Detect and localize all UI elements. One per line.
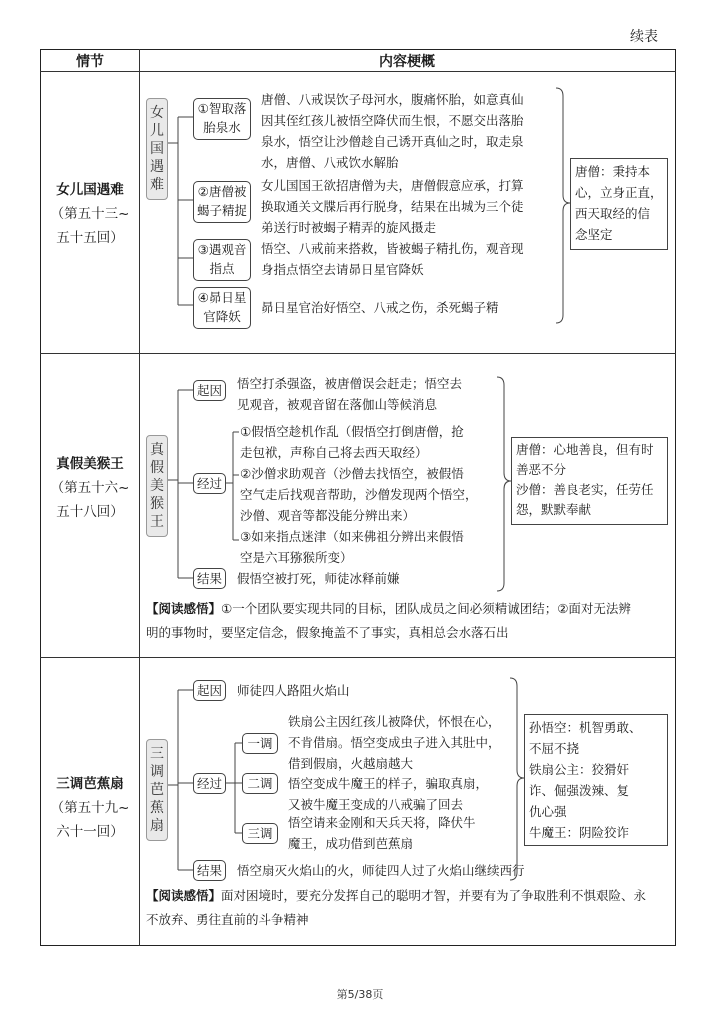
- process-text: ①假悟空趁机作乱（假悟空打倒唐僧，抢 走包袱，声称自己将去西天取经） ②沙僧求助观音（沙僧去找悟空，被假悟 空气走后找观音帮助，沙僧发现两个悟空， 沙僧、观音等都没能分辨出来） ③如来指点迷津（如来佛祖分辨出来假悟 空是六耳猕猴所变）: [240, 424, 478, 565]
- page-number: 第5/38页: [336, 988, 384, 1001]
- label-char: 扇: [150, 818, 164, 834]
- cause-text: 师徒四人路阻火焰山: [237, 683, 350, 698]
- result-text: 假悟空被打死，师徒冰释前嫌: [237, 571, 400, 586]
- insight-text: 面对困境时，要充分发挥自己的聪明才智，并要有为了争取胜利不惧艰险、永 不放弃、勇往直前的斗争精神: [146, 888, 647, 927]
- label-char: 调: [150, 764, 164, 780]
- label-char: 难: [150, 177, 164, 193]
- insight-label: 【阅读感悟】: [146, 601, 222, 616]
- character-summary: 唐僧：心地善良，但有时 善恶不分 沙僧：善良老实，任劳任 怨，默默奉献: [511, 437, 668, 525]
- label-char: 美: [150, 478, 164, 494]
- event-node: ①智取落 胎泉水: [193, 98, 251, 140]
- character-summary: 孙悟空：机智勇敢、 不屈不挠 铁扇公主：狡猾奸 诈、倔强泼辣、复 仇心强 牛魔王：阴险狡诈: [524, 714, 668, 846]
- label-char: 真: [150, 442, 164, 458]
- episode-title: 女儿国遇难: [56, 182, 124, 198]
- event-node: ②唐僧被 蝎子精捉: [193, 181, 251, 223]
- try-node: 三调: [242, 823, 278, 844]
- episode-title: 三调芭蕉扇: [56, 776, 124, 792]
- event-node: ④昴日星 官降妖: [193, 287, 251, 329]
- episode-1: [41, 178, 139, 250]
- event-text: 唐僧、八戒误饮子母河水，腹痛怀胎，如意真仙 因其侄红孩儿被悟空降伏而生恨，不愿交出落胎 泉水，悟空让沙僧趁自己诱开真仙之时，取走泉 水，唐僧、八戒饮水解胎: [261, 92, 524, 170]
- try-node: 二调: [242, 773, 278, 794]
- label-char: 儿: [150, 123, 164, 139]
- event-text: 悟空、八戒前来搭救，皆被蝎子精扎伤，观音现 身指点悟空去请昴日星官降妖: [261, 241, 524, 277]
- cause-node: 起因: [193, 380, 226, 401]
- reading-insight: [146, 597, 674, 645]
- process-node: 经过: [193, 773, 226, 794]
- vertical-label-box: [146, 739, 168, 841]
- episode-title: 真假美猴王: [56, 456, 124, 472]
- episode-chapters: （第五十九~ 六十一回）: [50, 800, 130, 840]
- header-summary: 内容梗概: [379, 54, 435, 70]
- header-episode: 情节: [76, 54, 104, 70]
- label-char: 三: [150, 746, 164, 762]
- episode-3: [41, 772, 139, 844]
- episode-2: [41, 452, 139, 524]
- label-char: 王: [150, 514, 164, 530]
- vertical-label-box: [146, 435, 168, 537]
- episode-chapters: （第五十六~ 五十八回）: [50, 480, 130, 520]
- continued-label: 续表: [630, 29, 658, 45]
- cause-node: 起因: [193, 680, 226, 701]
- try-text: 铁扇公主因红孩儿被降伏，怀恨在心， 不肯借扇。悟空变成虫子进入其肚中， 借到假扇，火越扇越大: [288, 714, 501, 771]
- event-text: 女儿国国王欲招唐僧为夫，唐僧假意应承，打算 换取通关文牒后再行脱身，结果在出城为三个徒 弟送行时被蝎子精弄的旋风摄走: [261, 178, 524, 235]
- label-char: 猴: [150, 496, 164, 512]
- try-node: 一调: [242, 733, 278, 754]
- result-text: 悟空扇灭火焰山的火，师徒四人过了火焰山继续西行: [237, 863, 525, 878]
- reading-insight: [146, 884, 674, 932]
- label-char: 遇: [150, 159, 164, 175]
- insight-text: ①一个团队要实现共同的目标，团队成员之间必须精诚团结；②面对无法辨 明的事物时，要坚定信念，假象掩盖不了事实，真相总会水落石出: [146, 601, 631, 640]
- try-text: 悟空变成牛魔王的样子，骗取真扇， 又被牛魔王变成的八戒骗了回去: [288, 776, 489, 812]
- label-char: 蕉: [150, 800, 164, 816]
- cause-text: 悟空打杀强盗，被唐僧误会赶走；悟空去 见观音，被观音留在落伽山等候消息: [237, 376, 463, 412]
- result-node: 结果: [193, 860, 226, 881]
- process-node: 经过: [193, 473, 226, 494]
- result-node: 结果: [193, 568, 226, 589]
- vertical-label-box: [146, 98, 168, 200]
- try-text: 悟空请来金刚和天兵天将，降伏牛 魔王，成功借到芭蕉扇: [288, 815, 476, 851]
- episode-chapters: （第五十三~ 五十五回）: [50, 206, 130, 246]
- label-char: 假: [150, 460, 164, 476]
- insight-label: 【阅读感悟】: [146, 888, 222, 903]
- label-char: 国: [150, 141, 164, 157]
- character-summary: 唐僧：秉持本 心，立身正直， 西天取经的信 念坚定: [570, 158, 668, 250]
- label-char: 芭: [150, 782, 164, 798]
- event-node: ③遇观音 指点: [193, 239, 251, 281]
- label-char: 女: [150, 105, 164, 121]
- event-text: 昴日星官治好悟空、八戒之伤，杀死蝎子精: [261, 300, 499, 315]
